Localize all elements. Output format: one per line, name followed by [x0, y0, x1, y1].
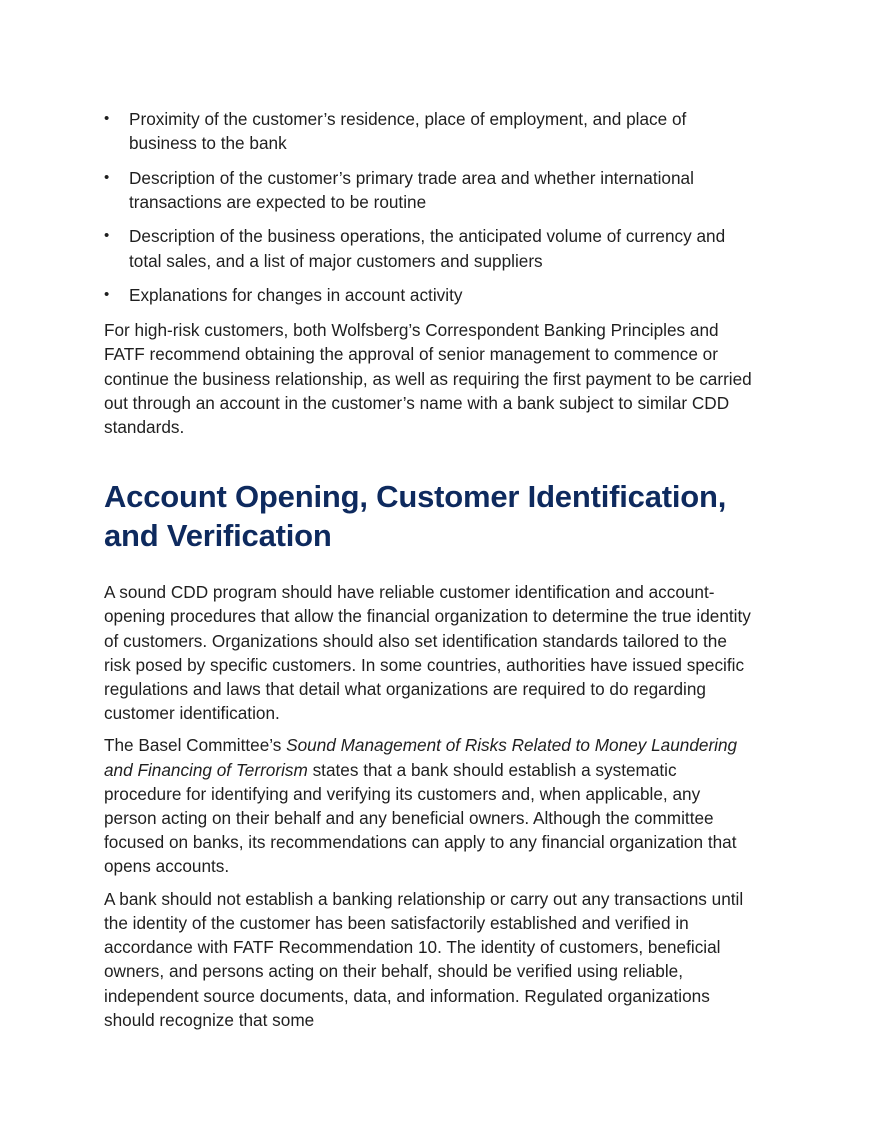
- basel-title: Sound Management of Risks Related to Money Laundering and Financing of Terrorism: [104, 735, 738, 780]
- section-heading: Account Opening, Customer Identification, and Verification: [104, 479, 727, 554]
- basel-lead: The Basel Committee’s: [104, 735, 287, 756]
- bullet-icon: •: [104, 168, 110, 186]
- bullet-text: Explanations for changes in account activity: [129, 284, 463, 305]
- list-item: [104, 224, 754, 273]
- list-item: [104, 107, 754, 156]
- bullet-icon: •: [104, 227, 110, 245]
- paragraph-basel: [104, 733, 754, 878]
- page-content: [104, 107, 754, 1040]
- bullet-text: Description of the customer’s primary trade area and whether international transactions are expected to be routine: [129, 167, 694, 213]
- paragraph-sound-cdd: A sound CDD program should have reliable customer identification and account-opening procedures that allow the financial organization to determine the true identity of customers. Organizations should also set identification standards tailored to the risk posed by specific customers. In some countries, authorities have issued specific regulations and laws that detail what organizations are required to do regarding customer identification.: [104, 582, 751, 724]
- paragraph-high-risk: For high-risk customers, both Wolfsberg’s Correspondent Banking Principles and FATF recommend obtaining the approval of senior management to commence or continue the business relationship, as well as requiring the first payment to be carried out through an account in the customer’s name with a bank subject to similar CDD standards.: [104, 320, 752, 438]
- bullet-text: Proximity of the customer’s residence, place of employment, and place of business to the bank: [129, 109, 687, 154]
- paragraph-bank-should-not: A bank should not establish a banking relationship or carry out any transactions until the identity of the customer has been satisfactorily established and verified in accordance with FATF Recommendation 10. The identity of customers, beneficial owners, and persons acting on their behalf, should be verified using reliable, independent source documents, data, and information. Regulated organizations should recognize that some: [104, 888, 744, 1030]
- list-item: [104, 283, 754, 307]
- list-item: [104, 166, 754, 215]
- basel-rest: states that a bank should establish a systematic procedure for identifying and verifying its customers and, when applicable, any person acting on their behalf and any beneficial owners. Although the committee focused on banks, its recommendations can apply to any financial organization that opens accounts.: [104, 759, 737, 877]
- bullet-list: [104, 107, 754, 307]
- bullet-icon: •: [104, 285, 110, 303]
- bullet-text: Description of the business operations, the anticipated volume of currency and total sales, and a list of major customers and suppliers: [129, 226, 726, 271]
- bullet-icon: •: [104, 110, 110, 127]
